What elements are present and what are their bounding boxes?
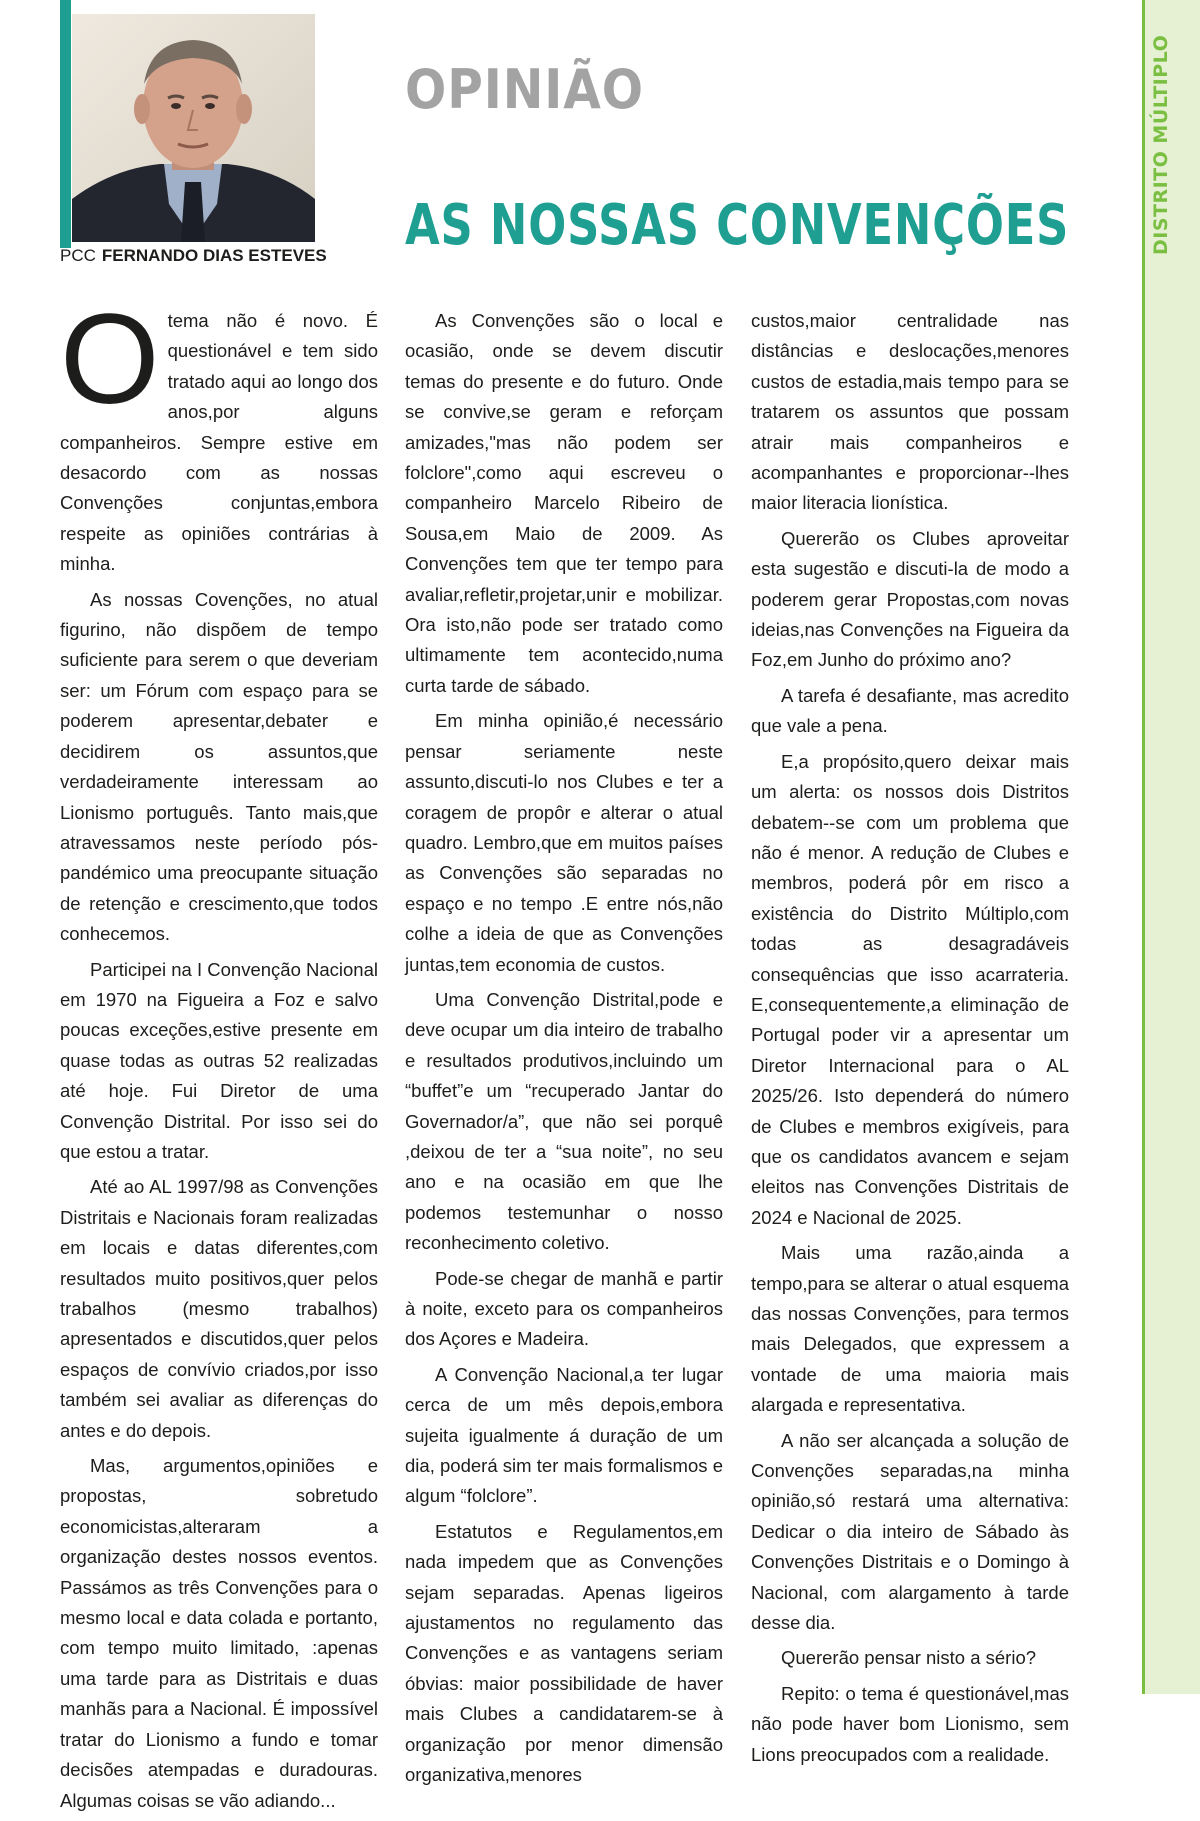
article-paragraph: A tarefa é desafiante, mas acredito que vale a pena. [751,684,1069,737]
article-paragraph: Pode-se chegar de manhã e partir à noite, exceto para os companheiros dos Açores e Madeira. [405,1267,723,1350]
article-paragraph: Quererão os Clubes aproveitar esta sugestão e discuti-la de modo a poderem gerar Propostas,com novas ideias,nas Convenções na Figueira da Foz,em Junho do próximo ano? [751,527,1069,671]
article-paragraph: Mas, argumentos,opiniões e propostas, sobretudo economicistas,alteraram a organização destes nossos eventos. Passámos as três Convenções para o mesmo local e data colada e portanto, com tempo muito limitado, :apenas uma tarde para as Distritais e duas manhãs para a Nacional. É impossível tratar do Lionismo a fundo e tomar decisões atempadas e duradouras. Algumas coisas se vão adiando... [60,1455,378,1811]
article-headline: AS NOSSAS CONVENÇÕES [405,193,1070,258]
article-column-3 [751,306,1069,1775]
article-paragraph: Estatutos e Regulamentos,em nada impedem que as Convenções sejam separadas. Apenas ligeiros ajustamentos no regulamento das Convenções e as vantagens seriam óbvias: maior possibilidade de haver mais Clubes a candidatarem-se à organização por menor dimensão organizativa,menores [405,1520,723,1786]
article-paragraph: Uma Convenção Distrital,pode e deve ocupar um dia inteiro de trabalho e resultados produtivos,incluindo um “buffet”e um “recuperado Jantar do Governador/a”, que não sei porquê ,deixou de ter a “sua noite”, no seu ano e na ocasião em que lhe podemos testemunhar o nosso reconhecimento coletivo. [405,988,723,1254]
article-paragraph: custos,maior centralidade nas distâncias e deslocações,menores custos de estadia,mais tempo para se tratarem os assuntos que possam atrair mais companheiros e acompanhantes e proporcionar--lhes maior literacia lionística. [751,310,1069,514]
article-column-2 [405,306,723,1796]
byline [60,246,327,266]
author-photo [72,14,315,242]
article-paragraph: Repito: o tema é questionável,mas não pode haver bom Lionismo, sem Lions preocupados com a realidade. [751,1682,1069,1765]
article-paragraph: Mais uma razão,ainda a tempo,para se alterar o atual esquema das nossas Convenções, para termos mais Delegados, que expressem a vontade de uma maioria mais alargada e representativa. [751,1242,1069,1416]
byline-title: PCC [60,246,96,265]
article-paragraph: As nossas Covenções, no atual figurino, não dispõem de tempo suficiente para serem o que deveriam ser: um Fórum com espaço para se poderem apresentar,debater e decidirem os assuntos,que verdadeiramente interessam ao Lionismo português. Tanto mais,que atravessamos neste período pós-pandémico uma preocupante situação de retenção e crescimento,que todos conhecemos. [60,588,378,945]
article-paragraph: Participei na I Convenção Nacional em 1970 na Figueira a Foz e salvo poucas exceções,estive presente em quase todas as outras 52 realizadas até hoje. Fui Diretor de uma Convenção Distrital. Por isso sei do que estou a tratar. [60,958,378,1162]
photo-accent-bar [60,0,71,248]
article-paragraph: As Convenções são o local e ocasião, onde se devem discutir temas do presente e do futuro. Onde se convive,se geram e reforçam amizades,"mas não podem ser folclore",como aqui escreveu o companheiro Marcelo Ribeiro de Sousa,em Maio de 2009. As Convenções tem que ter tempo para avaliar,refletir,projetar,unir e mobilizar. Ora isto,não pode ser tratado como ultimamente tem acontecido,numa curta tarde de sábado. [405,310,723,696]
article-paragraph: Em minha opinião,é necessário pensar seriamente neste assunto,discuti-lo nos Clubes e ter a coragem de propôr e alterar o atual quadro. Lembro,que em muitos países as Convenções são separadas no espaço e no tempo .E entre nós,não colhe a ideia de que as Convenções juntas,tem economia de custos. [405,710,723,975]
drop-cap: O [60,288,160,431]
article-paragraph: E,a propósito,quero deixar mais um alerta: os nossos dois Distritos debatem--se com um problema que não é menor. A redução de Clubes e membros, poderá pôr em risco a existência do Distrito Múltiplo,com todas as desagradáveis consequências que isso acarrateria. E,consequentemente,a eliminação de Portugal poder vir a apresentar um Diretor Internacional para o AL 2025/26. Isto dependerá do número de Clubes e membros exigíveis, para que os candidatos avancem e sejam eleitos nas Convenções Distritais de 2024 e Nacional de 2025. [751,750,1069,1228]
article-paragraph: A Convenção Nacional,a ter lugar cerca de um mês depois,embora sujeita igualmente á duração de um dia, poderá sim ter mais formalismos e algum “folclore”. [405,1363,723,1507]
article-paragraph: Até ao AL 1997/98 as Convenções Distritais e Nacionais foram realizadas em locais e datas diferentes,com resultados muito positivos,quer pelos trabalhos (mesmo trabalhos) apresentados e discutidos,quer pelos espaços de convívio criados,por isso também sei avaliar as diferenças do antes e do depois. [60,1176,378,1441]
author-name: FERNANDO DIAS ESTEVES [101,246,327,265]
article-paragraph: A não ser alcançada a solução de Convenções separadas,na minha opinião,só restará uma alternativa: Dedicar o dia inteiro de Sábado às Convenções Distritais e o Domingo à Nacional, com alargamento à tarde desse dia. [751,1429,1069,1634]
section-side-label: DISTRITO MÚLTIPLO [1150,34,1172,255]
article-column-1 [60,288,378,1821]
section-title: OPINIÃO [405,58,645,121]
article-paragraph: Quererão pensar nisto a sério? [781,1647,1037,1669]
article-paragraph: Otema não é novo. É questionável e tem sido tratado aqui ao longo dos anos,por alguns companheiros. Sempre estive em desacordo com as nossas Convenções conjuntas,embora respeite as opiniões contrárias à minha. [60,288,378,575]
